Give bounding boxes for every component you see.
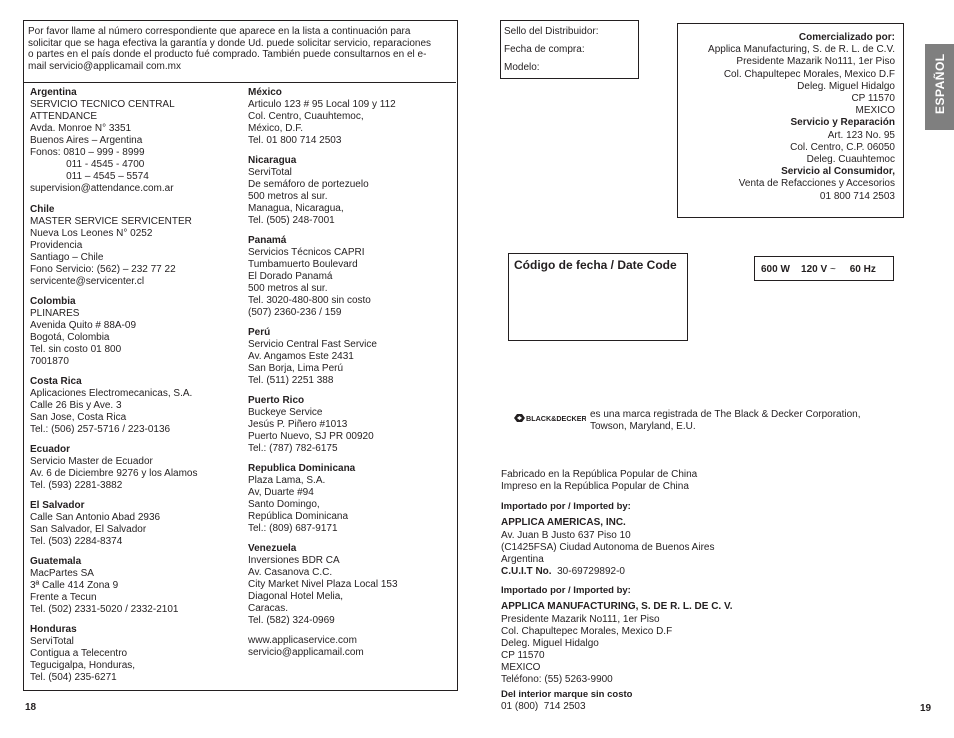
country-name: Nicaragua	[248, 155, 297, 166]
comercializado-text	[708, 32, 895, 203]
service-address: ServiTotal De semáforo de portezuelo 500 metros al sur. Managua, Nicaragua, Tel. (505) 248-7001	[248, 167, 369, 226]
service-entry-ecuador	[30, 444, 240, 492]
importer-2-heading: Importado por / Imported by:	[501, 585, 631, 596]
country-name: Perú	[248, 327, 271, 338]
date-code-label: Código de fecha / Date Code	[514, 258, 677, 272]
electrical-rating	[761, 264, 876, 275]
comercializado-heading: Comercializado por:	[798, 32, 895, 43]
service-address: MASTER SERVICE SERVICENTER Nueva Los Leones N° 0252 Providencia Santiago – Chile Fono Servicio: (562) – 232 77 22 servicente@servicenter.cl	[30, 216, 192, 287]
model-label: Modelo:	[504, 62, 540, 73]
servicio-consumidor-heading: Servicio al Consumidor,	[781, 166, 895, 178]
service-entry-el-salvador	[30, 500, 240, 548]
importer-1-cuit	[501, 566, 625, 578]
country-name: Argentina	[30, 87, 77, 98]
rating-hertz: 60 Hz	[849, 264, 876, 275]
web-contact: www.applicaservice.com servicio@applicamail.com	[248, 635, 364, 658]
service-address: Servicio Master de Ecuador Av. 6 de Diciembre 9276 y los Alamos Tel. (593) 2281-3882	[30, 456, 198, 491]
page-number-left: 18	[25, 702, 37, 713]
page-number-right: 19	[920, 703, 932, 714]
cuit-value: 30-69729892-0	[557, 566, 625, 577]
service-entry-puerto-rico	[248, 395, 453, 455]
service-entry-venezuela	[248, 543, 453, 627]
service-entry-guatemala	[30, 556, 240, 616]
service-entry-costa-rica	[30, 376, 240, 436]
service-entry-chile	[30, 204, 240, 288]
service-address: MacPartes SA 3ª Calle 414 Zona 9 Frente a Tecun Tel. (502) 2331-5020 / 2332-2101	[30, 568, 179, 615]
country-name: Costa Rica	[30, 376, 82, 387]
service-column-1	[30, 87, 240, 684]
country-name: Republica Dominicana	[248, 463, 356, 474]
servicio-reparacion-heading: Servicio y Reparación	[790, 117, 895, 129]
importer-1-address: Av. Juan B Justo 637 Piso 10 (C1425FSA) Ciudad Autonoma de Buenos Aires Argentina	[501, 530, 715, 565]
country-name: México	[248, 87, 282, 98]
service-address: Inversiones BDR CA Av. Casanova C.C. City Market Nivel Plaza Local 153 Diagonal Hotel Melia, Caracas. Tel. (582) 324-0969	[248, 555, 398, 626]
toll-free-heading: Del interior marque sin costo	[501, 689, 633, 700]
service-address: Calle San Antonio Abad 2936 San Salvador, El Salvador Tel. (503) 2284-8374	[30, 512, 161, 547]
servicio-consumidor-info: Venta de Refacciones y Accesorios 01 800 714 2503	[738, 178, 895, 202]
toll-free-number: 01 (800) 714 2503	[501, 701, 586, 712]
importer-2-name: APPLICA MANUFACTURING, S. DE R. L. DE C. V.	[501, 601, 733, 612]
country-name: El Salvador	[30, 500, 85, 511]
service-entry-colombia	[30, 296, 240, 368]
service-entry-argentina	[30, 87, 240, 195]
comercializado-address: Applica Manufacturing, S. de R. L. de C.V. Presidente Mazarik No111, 1er Piso Col. Chapultepec Morales, Mexico D.F Deleg. Miguel Hidalgo CP 11570 MEXICO	[708, 44, 895, 117]
service-address: Articulo 123 # 95 Local 109 y 112 Col. Centro, Cuauhtemoc, México, D.F. Tel. 01 800 714 2503	[248, 99, 396, 146]
country-name: Chile	[30, 204, 55, 215]
black-and-decker-logo-icon	[514, 413, 586, 423]
service-entry-nicaragua	[248, 155, 453, 227]
country-name: Puerto Rico	[248, 395, 305, 406]
cuit-label: C.U.I.T No.	[501, 566, 552, 577]
importer-2-address: Presidente Mazarik No111, 1er Piso Col. Chapultepec Morales, Mexico D.F Deleg. Miguel Hidalgo CP 11570 MEXICO Teléfono: (55) 5263-9900	[501, 614, 673, 685]
country-name: Colombia	[30, 296, 76, 307]
service-address: Buckeye Service Jesús P. Piñero #1013 Puerto Nuevo, SJ PR 00920 Tel.: (787) 782-6175	[248, 407, 374, 454]
service-entry-peru	[248, 327, 453, 387]
service-entry-mexico	[248, 87, 453, 147]
service-address: Aplicaciones Electromecanicas, S.A. Calle 26 Bis y Ave. 3 San Jose, Costa Rica Tel.: (506) 257-5716 / 223-0136	[30, 388, 193, 435]
service-entry-panama	[248, 235, 453, 319]
service-column-2	[248, 87, 453, 659]
country-name: Ecuador	[30, 444, 71, 455]
warranty-intro-text: Por favor llame al número correspondiente que aparece en la lista a continuación para solicitar que se haga efectiva la garantía y donde Ud. puede solicitar servicio, reparaciones o partes en el país donde el producto fué comprado. También puede consultarnos en el e-mail servicio@applicamail com.mx	[28, 26, 432, 72]
service-entry-honduras	[30, 624, 240, 684]
service-address: Plaza Lama, S.A. Av, Duarte #94 Santo Domingo, República Dominicana Tel.: (809) 687-9171	[248, 475, 349, 534]
servicio-reparacion-address: Art. 123 No. 95 Col. Centro, C.P. 06050 Deleg. Cuauhtemoc	[790, 129, 895, 166]
importer-1-heading: Importado por / Imported by:	[501, 501, 631, 512]
service-address: Servicio Central Fast Service Av. Angamos Este 2431 San Borja, Lima Perú Tel. (511) 2251 388	[248, 339, 377, 386]
country-name: Guatemala	[30, 556, 82, 567]
distributor-seal-label: Sello del Distribuidor:	[504, 26, 599, 37]
country-name: Honduras	[30, 624, 77, 635]
service-address: ServiTotal Contigua a Telecentro Tegucigalpa, Honduras, Tel. (504) 235-6271	[30, 636, 136, 683]
language-tab	[925, 44, 954, 130]
ac-symbol-icon: ~	[829, 264, 836, 275]
language-tab-label: ESPAÑOL	[933, 53, 947, 114]
logo-wordmark: BLACK&DECKER.	[526, 414, 586, 423]
service-address: PLINARES Avenida Quito # 88A-09 Bogotá, Colombia Tel. sin costo 01 800 7001870	[30, 308, 137, 367]
intro-divider	[23, 82, 456, 83]
country-name: Venezuela	[248, 543, 297, 554]
made-in-china: Fabricado en la República Popular de China Impreso en la República Popular de China	[501, 469, 698, 492]
service-entry-republica-dominicana	[248, 463, 453, 535]
rating-volts: 120 V	[801, 264, 828, 275]
country-name: Panamá	[248, 235, 287, 246]
black-and-decker-logo	[514, 410, 586, 423]
service-address: Servicios Técnicos CAPRI Tumbamuerto Boulevard El Dorado Panamá 500 metros al sur. Tel. 3020-480-800 sin costo (507) 2360-236 / 159	[248, 247, 371, 318]
purchase-date-label: Fecha de compra:	[504, 44, 585, 55]
trademark-notice: es una marca registrada de The Black & Decker Corporation, Towson, Maryland, E.U.	[590, 409, 861, 432]
importer-1-name: APPLICA AMERICAS, INC.	[501, 517, 626, 528]
rating-watts: 600 W	[761, 264, 790, 275]
service-address: SERVICIO TECNICO CENTRAL ATTENDANCE Avda. Monroe N° 3351 Buenos Aires – Argentina Fonos: 0810 – 999 - 8999 011 - 4545 - 4700 011 – 4545 – 5574 supervision@attendance.com.ar	[30, 99, 175, 194]
